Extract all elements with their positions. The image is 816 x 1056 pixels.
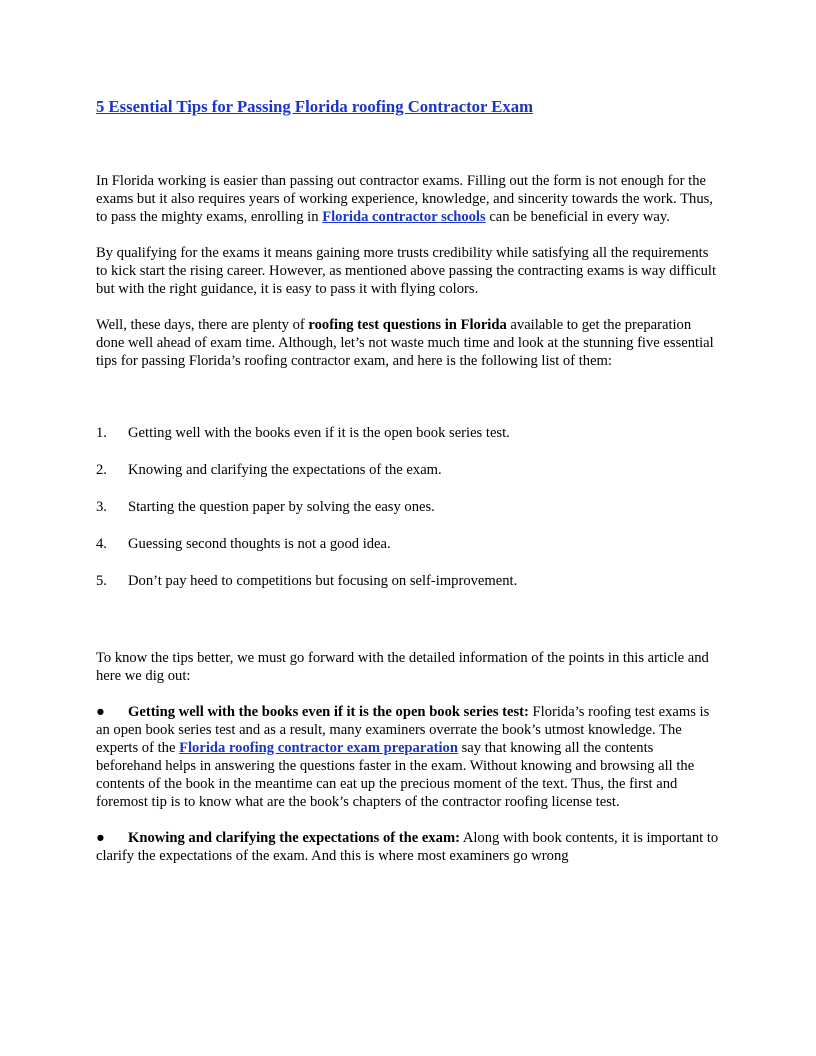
intro-paragraph-3: Well, these days, there are plenty of roofing test questions in Florida available to get the preparation done well ahead of exam time. Although, let’s not waste much time and look at the stunning five essential tips for passing Florida’s roofing contractor exam, and here is the following list of them: <box>96 317 714 369</box>
bullet-icon: ● <box>96 830 105 846</box>
page-title <box>96 96 720 118</box>
roofing-test-questions-bold: roofing test questions in Florida <box>308 317 507 333</box>
exam-preparation-link[interactable]: Florida roofing contractor exam preparation <box>179 740 458 756</box>
florida-contractor-schools-link[interactable]: Florida contractor schools <box>322 209 486 225</box>
list-item: 3. Starting the question paper by solving the easy ones. <box>96 499 435 515</box>
list-item: 1. Getting well with the books even if it is the open book series test. <box>96 425 510 441</box>
intro-paragraph-2: By qualifying for the exams it means gaining more trusts credibility while satisfying all the requirements to kick start the rising career. However, as mentioned above passing the contracting exams is way difficult but with the right guidance, it is easy to pass it with flying colors. <box>96 245 717 297</box>
list-item: 5. Don’t pay heed to competitions but focusing on self-improvement. <box>96 573 518 589</box>
list-item: 4. Guessing second thoughts is not a good idea. <box>96 536 391 552</box>
list-item: 2. Knowing and clarifying the expectations of the exam. <box>96 462 442 478</box>
bullet-icon: ● <box>96 704 105 720</box>
detail-paragraph-1: ● Getting well with the books even if it is the open book series test: Florida’s roofing test exams is an open book series test and as a result, many examiners overrate the book’s utmost knowledge. The experts of the Florida roofing contractor exam preparation say that knowing all the contents beforehand helps in answering the questions faster in the exam. Without knowing and browsing all the contents of the book in the meantime can eat up the precious moment of the text. Thus, the first and foremost tip is to know what are the book’s chapters of the contractor roofing license test. <box>96 704 710 810</box>
tips-list <box>96 424 720 590</box>
details-intro: To know the tips better, we must go forward with the detailed information of the points in this article and here we dig out: <box>96 650 709 684</box>
intro-paragraph-1: In Florida working is easier than passing out contractor exams. Filling out the form is not enough for the exams but it also requires years of working experience, knowledge, and sincerity towards the work. Thus, to pass the mighty exams, enrolling in Florida contractor schools can be beneficial in every way. <box>96 173 713 225</box>
title-link[interactable]: 5 Essential Tips for Passing Florida roofing Contractor Exam <box>96 97 533 116</box>
document-page <box>96 96 720 883</box>
detail-paragraph-2: ● Knowing and clarifying the expectations of the exam: Along with book contents, it is important to clarify the expectations of the exam. And this is where most examiners go wrong <box>96 830 719 864</box>
